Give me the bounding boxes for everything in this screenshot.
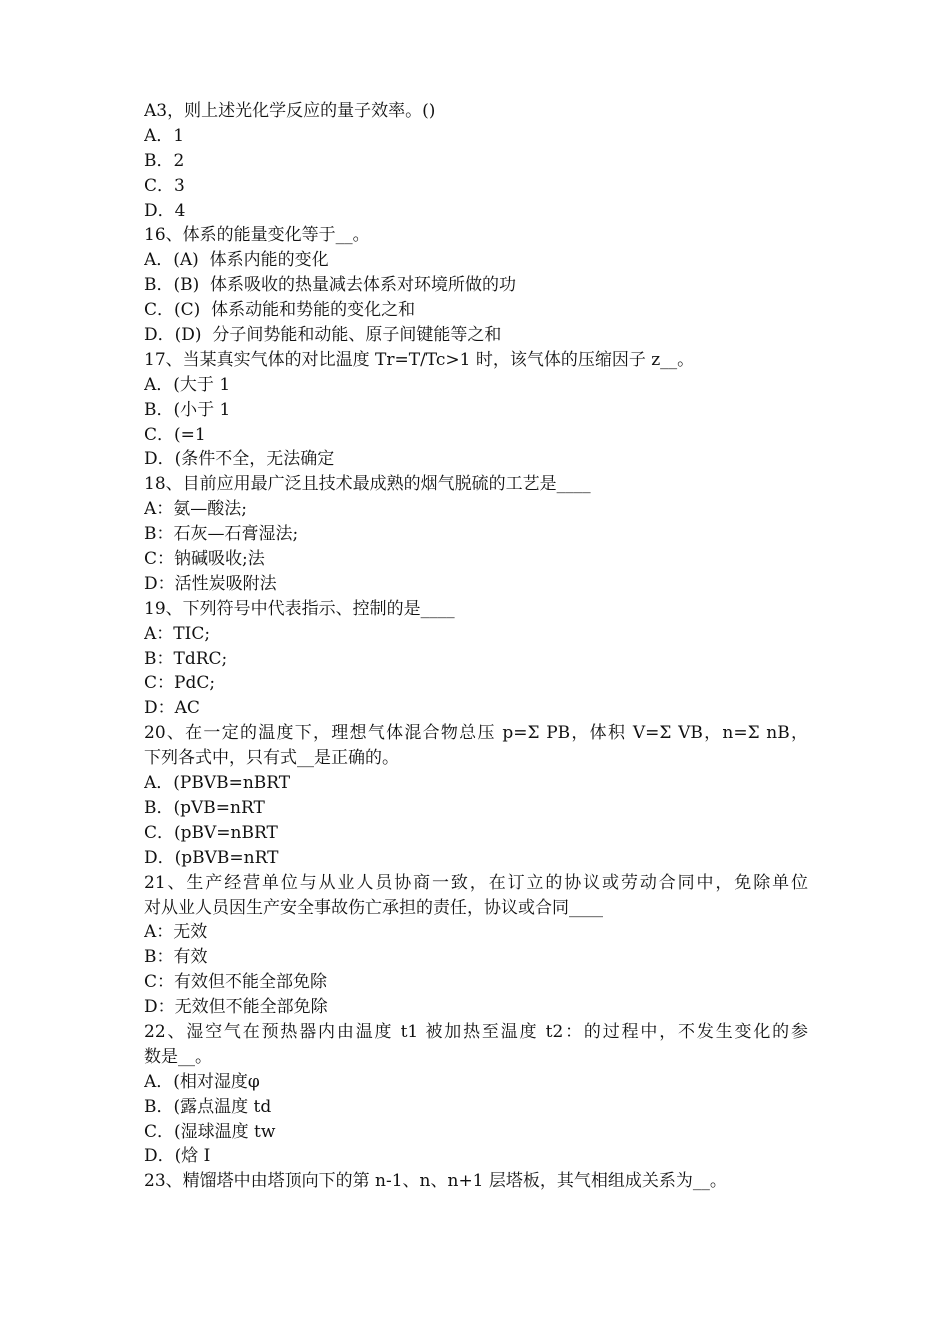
option-line: A：TIC; [144, 623, 211, 644]
option-line: C．(pBV=nBRT [144, 822, 278, 843]
question-line: 20、在一定的温度下，理想气体混合物总压 p=Σ PB，体积 V=Σ VB，n=Σ nB， [144, 723, 808, 744]
option-line: D：活性炭吸附法 [144, 573, 277, 594]
option-line: C：PdC; [144, 673, 216, 694]
option-line: B：石灰—石膏湿法; [144, 524, 299, 545]
option-line: B．(B) 体系吸收的热量减去体系对环境所做的功 [144, 275, 517, 296]
question-line: 23、精馏塔中由塔顶向下的第 n-1、n、n+1 层塔板，其气相组成关系为__。 [144, 1171, 727, 1192]
option-line: B．(pVB=nRT [144, 797, 265, 818]
question-line: 19、下列符号中代表指示、控制的是____ [144, 598, 455, 619]
option-line: B：有效 [144, 947, 208, 968]
option-line: A：无效 [144, 922, 208, 943]
option-line: D：AC [144, 698, 200, 719]
option-line: A：氨—酸法; [144, 499, 248, 520]
option-line: C．3 [144, 175, 185, 196]
question-line: 21、生产经营单位与从业人员协商一致，在订立的协议或劳动合同中，免除单位 [144, 872, 808, 893]
option-line: B．(小于 1 [144, 399, 231, 420]
question-line-continued: 下列各式中，只有式__是正确的。 [144, 748, 399, 769]
option-line: C．(C) 体系动能和势能的变化之和 [144, 300, 416, 321]
option-line: A．(相对湿度φ [144, 1071, 260, 1092]
option-line: D．(条件不全，无法确定 [144, 449, 335, 470]
option-line: D：无效但不能全部免除 [144, 997, 328, 1018]
option-line: C．(=1 [144, 424, 206, 445]
option-line: D．(焓 I [144, 1146, 211, 1167]
option-line: A．(大于 1 [144, 374, 231, 395]
option-line: D．(D) 分子间势能和动能、原子间键能等之和 [144, 325, 502, 346]
option-line: D．4 [144, 200, 186, 221]
question-line: 16、体系的能量变化等于__。 [144, 225, 370, 246]
question-line: 22、湿空气在预热器内由温度 t1 被加热至温度 t2：的过程中，不发生变化的参 [144, 1021, 808, 1042]
option-line: C．(湿球温度 tw [144, 1121, 276, 1142]
question-line: 18、目前应用最广泛且技术最成熟的烟气脱硫的工艺是____ [144, 474, 591, 495]
question-line-continued: 对从业人员因生产安全事故伤亡承担的责任，协议或合同____ [144, 897, 603, 918]
question-text-block [144, 99, 808, 1194]
option-line: A．(A) 体系内能的变化 [144, 250, 329, 271]
option-line: A．(PBVB=nBRT [144, 773, 291, 794]
option-line: B：TdRC; [144, 648, 228, 669]
option-line: B．(露点温度 td [144, 1096, 272, 1117]
option-line: C：有效但不能全部免除 [144, 972, 328, 993]
option-line: C：钠碱吸收;法 [144, 549, 265, 570]
option-line: B．2 [144, 150, 185, 171]
text-line: A3，则上述光化学反应的量子效率。() [144, 101, 436, 121]
option-line: D．(pBVB=nRT [144, 847, 279, 868]
question-line: 17、当某真实气体的对比温度 Tr=T/Tc>1 时，该气体的压缩因子 z__。 [144, 349, 695, 370]
option-line: A．1 [144, 125, 185, 146]
question-line-continued: 数是__。 [144, 1046, 212, 1067]
